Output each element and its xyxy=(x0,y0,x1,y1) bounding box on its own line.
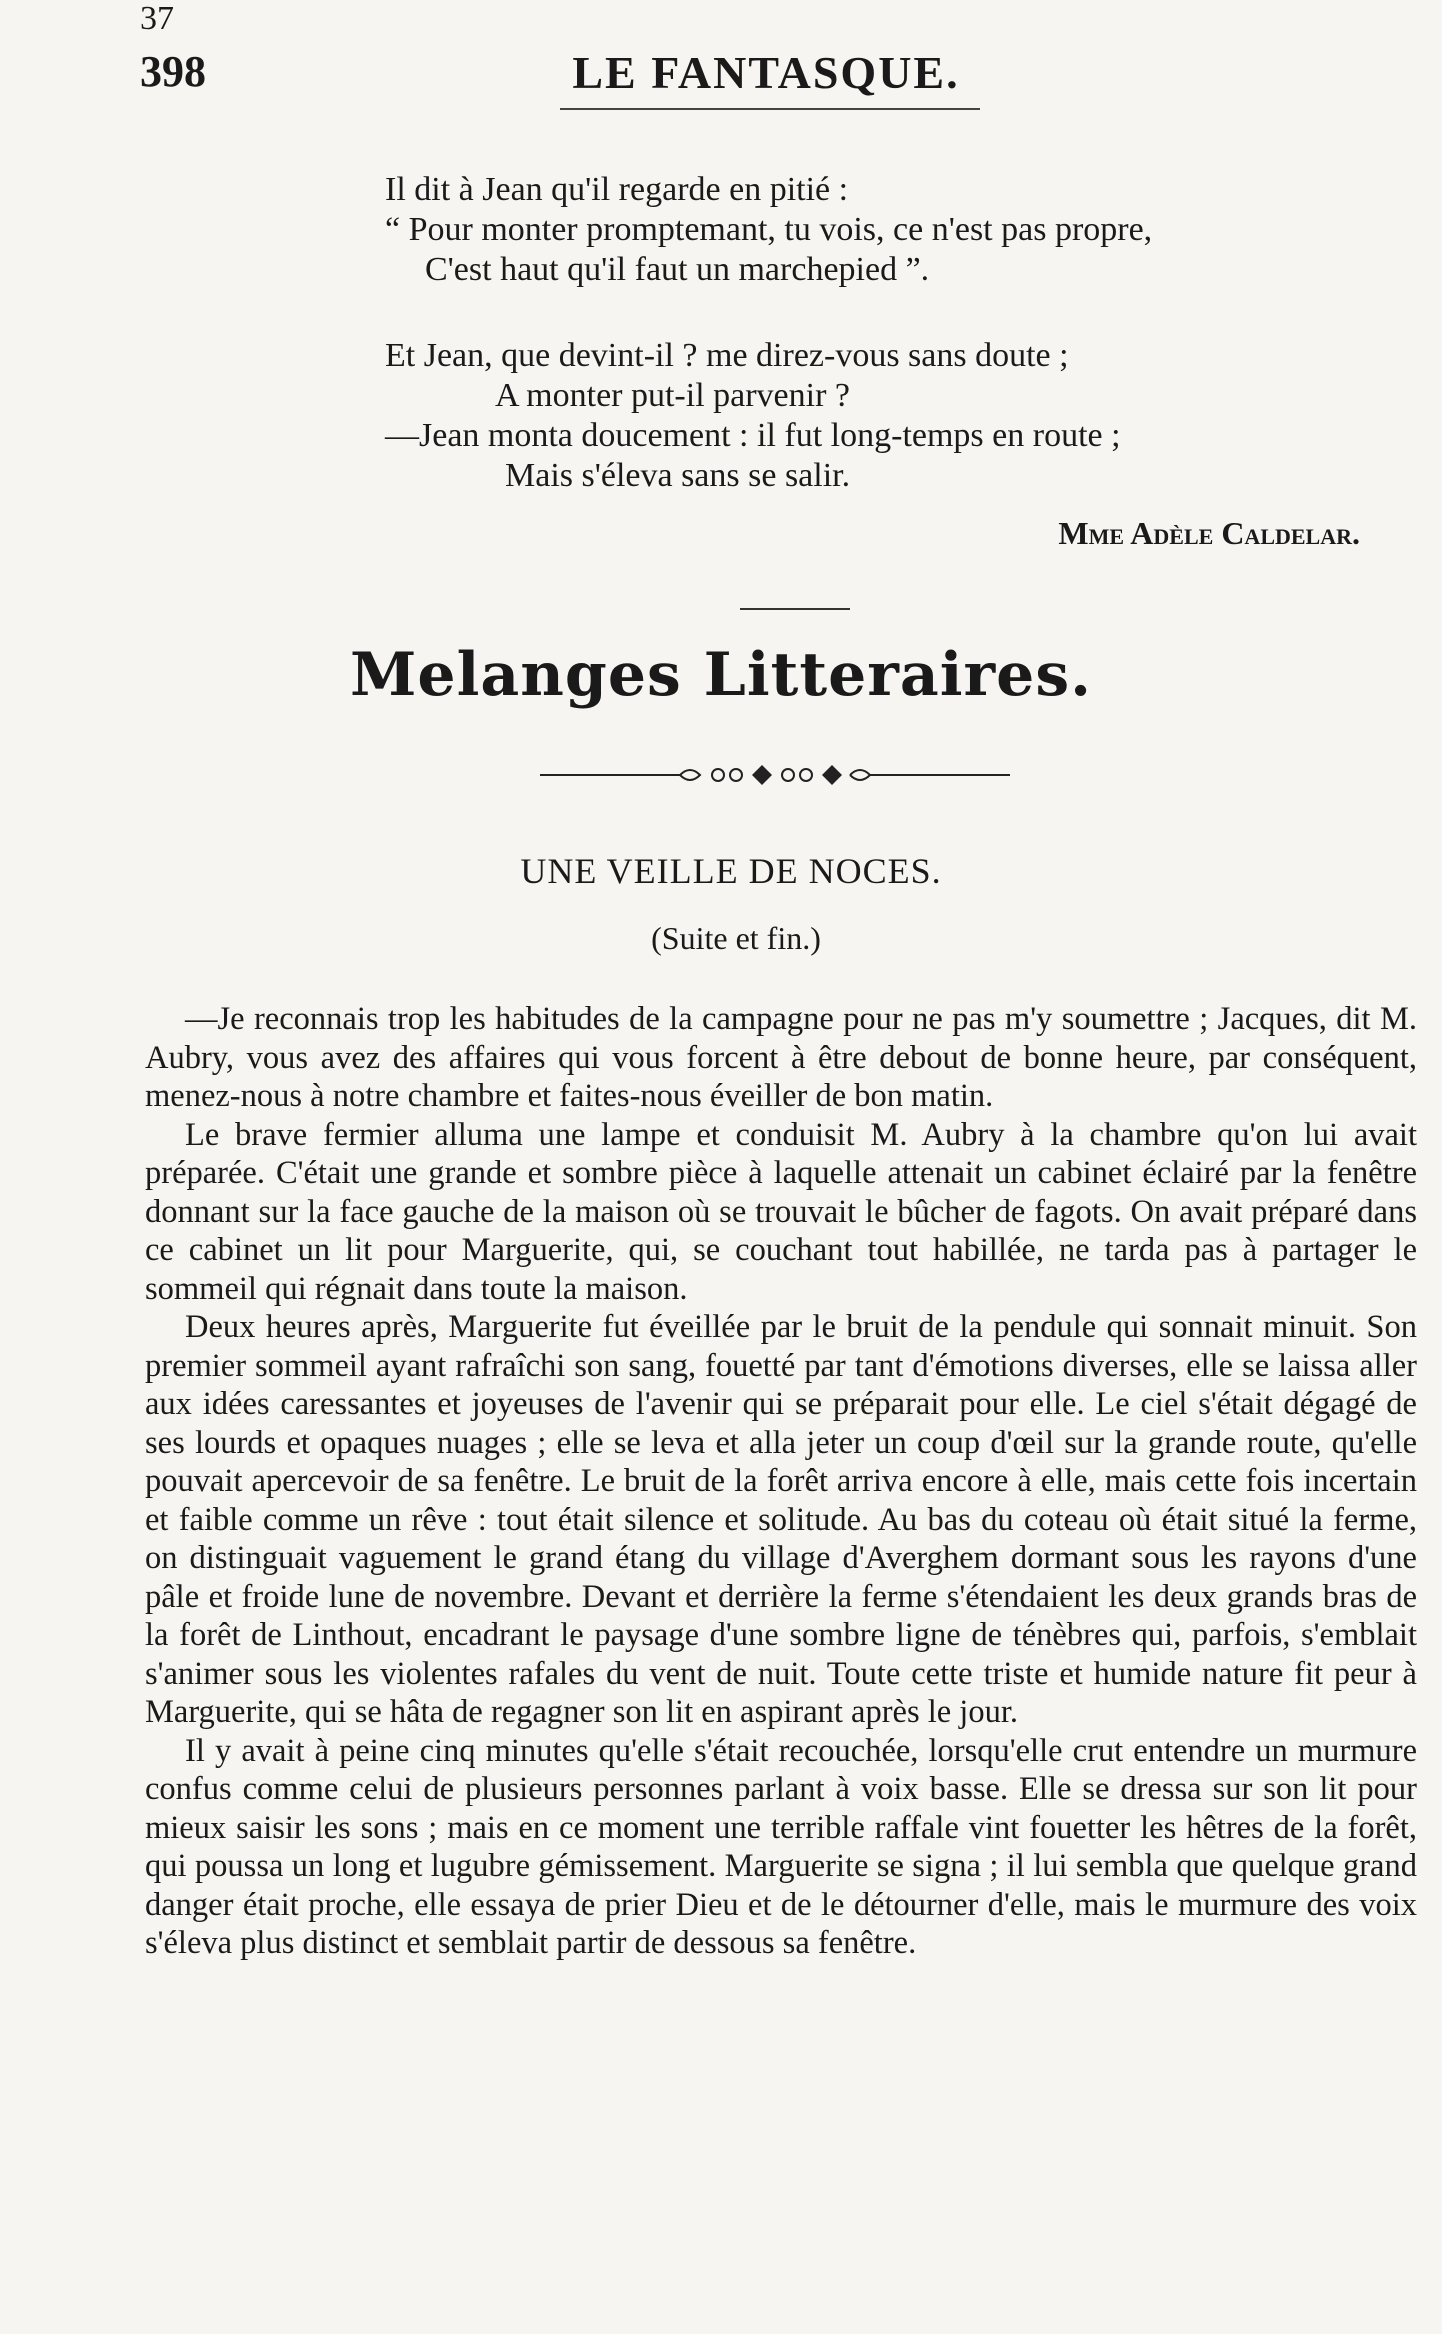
paragraph: Le brave fermier alluma une lampe et conduisit M. Aubry à la chambre qu'on lui avait préparée. C'était une grande et sombre pièce à laquelle attenait un cabinet éclairé par la fenêtre donnant sur la face gauche de la maison où se trouvait le bûcher de fagots. On avait préparé dans ce cabinet un lit pour Marguerite, qui, se couchant tout habillée, ne tarda pas à partager le sommeil qui régnait dans toute la maison. xyxy=(145,1116,1417,1307)
poem-stanza-1 xyxy=(385,170,1152,290)
paragraph: Deux heures après, Marguerite fut éveillée par le bruit de la pendule qui sonnait minuit. Son premier sommeil ayant rafraîchi son sang, fouetté par tant d'émotions diverses, elle se laissa aller aux idées caressantes et joyeuses de l'avenir qui se préparait pour elle. Le ciel s'était dégagé de ses lourds et opaques nuages ; elle se leva et alla jeter un coup d'œil sur la grande route, qu'elle pouvait apercevoir de sa fenêtre. Le bruit de la forêt arriva encore à elle, mais cette fois incertain et faible comme un rêve : tout était silence et solitude. Au bas du coteau où était situé la ferme, on distinguait vaguement le grand étang du village d'Averghem dormant sous les rayons d'une pâle et froide lune de novembre. Devant et derrière la ferme s'étendaient les deux grands bras de la forêt de Linthout, encadrant le paysage d'une sombre ligne de ténèbres qui, parfois, s'emblait s'animer sous les violentes rafales du vent de nuit. Toute cette triste et humide nature fit peur à Marguerite, qui se hâta de regagner son lit en aspirant après le jour. xyxy=(145,1309,1417,1730)
poem-line: Il dit à Jean qu'il regarde en pitié : xyxy=(385,171,849,208)
poem-line: C'est haut qu'il faut un marchepied ”. xyxy=(425,251,930,288)
poem-line: —Jean monta doucement : il fut long-temps en route ; xyxy=(385,417,1121,454)
poem-line: Et Jean, que devint-il ? me direz-vous sans doute ; xyxy=(385,337,1069,374)
ornament-divider xyxy=(540,760,1010,790)
poem-line: “ Pour monter promptemant, tu vois, ce n'est pas propre, xyxy=(385,211,1153,248)
story-body xyxy=(145,1000,1417,1963)
journal-title: LE FANTASQUE. xyxy=(572,47,960,98)
header-rule xyxy=(560,108,980,110)
poem-line: A monter put-il parvenir ? xyxy=(495,377,851,414)
story-subtitle: (Suite et fin.) xyxy=(651,920,821,956)
section-divider xyxy=(740,608,850,610)
corner-mark: 37 xyxy=(140,0,174,37)
poem-signature: Mme Adèle Caldelar. xyxy=(1058,515,1360,551)
paragraph: —Je reconnais trop les habitudes de la campagne pour ne pas m'y soumettre ; Jacques, dit M. Aubry, vous avez des affaires qui vous forcent à être debout de bonne heure, par conséquent, menez-nous à notre chambre et faites-nous éveiller de bon matin. xyxy=(145,1001,1417,1114)
poem-line: Mais s'éleva sans se salir. xyxy=(505,457,851,494)
poem-stanza-2 xyxy=(385,336,1121,496)
page-number: 398 xyxy=(140,47,206,96)
paragraph: Il y avait à peine cinq minutes qu'elle s'était recouchée, lorsqu'elle crut entendre un murmure confus comme celui de plusieurs personnes parlant à voix basse. Elle se dressa sur son lit pour mieux saisir les sons ; mais en ce moment une terrible raffale vint fouetter les hêtres de la forêt, qui poussa un long et lugubre gémissement. Marguerite se signa ; il lui sembla que quelque grand danger était proche, elle essaya de prier Dieu et de le détourner d'elle, mais le murmure des voix s'éleva plus distinct et semblait partir de dessous sa fenêtre. xyxy=(145,1732,1417,1961)
section-title: Melanges Litteraires. xyxy=(350,640,1092,710)
story-title: UNE VEILLE DE NOCES. xyxy=(520,851,942,891)
